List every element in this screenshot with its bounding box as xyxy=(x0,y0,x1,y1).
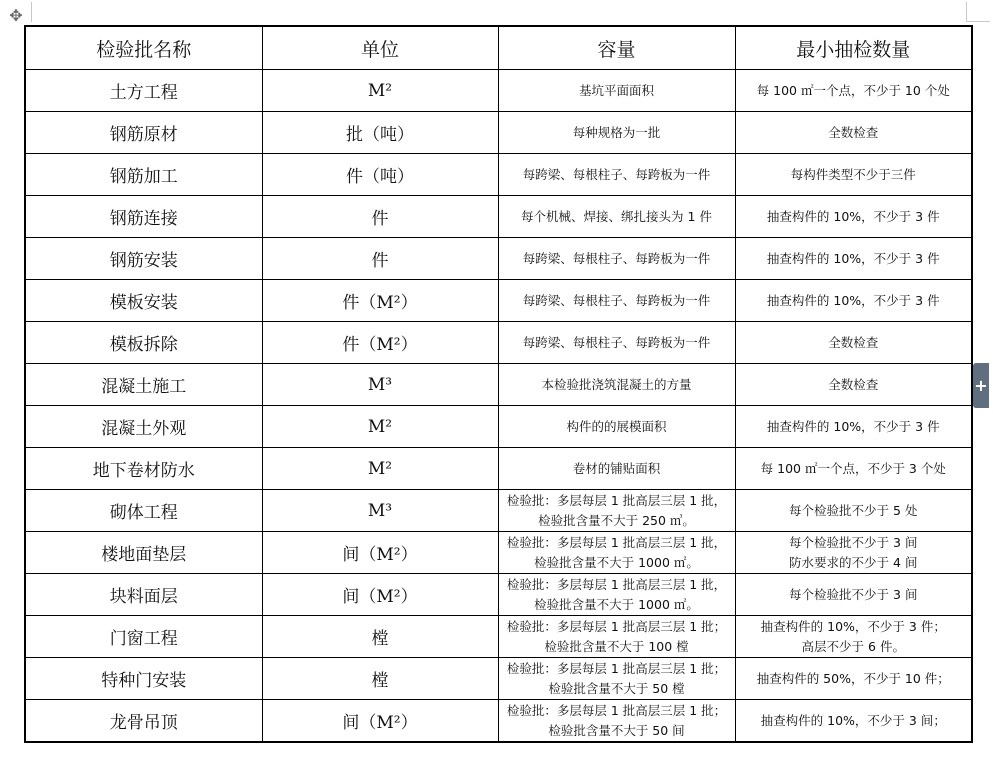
cell-capacity-line: 检验批含量不大于 50 樘 xyxy=(548,680,685,696)
cell-min-sample-line: 高层不少于 6 件。 xyxy=(801,638,905,654)
table-row xyxy=(25,322,972,364)
cell-unit[interactable]: 件（吨） xyxy=(262,154,498,196)
cell-capacity-line: 每跨梁、每根柱子、每跨板为一件 xyxy=(522,250,711,266)
cell-min-sample[interactable] xyxy=(735,196,972,238)
table-row xyxy=(25,280,972,322)
cell-min-sample[interactable] xyxy=(735,658,972,700)
cell-min-sample[interactable] xyxy=(735,532,972,574)
cell-min-sample-line: 全数检查 xyxy=(828,376,879,392)
cell-capacity-line: 检验批：多层每层 1 批高层三层 1 批； xyxy=(506,660,727,676)
cell-min-sample-line: 每个检验批不少于 5 处 xyxy=(789,502,918,518)
cell-capacity-line: 本检验批浇筑混凝土的方量 xyxy=(541,376,692,392)
cell-capacity-line: 基坑平面面积 xyxy=(578,82,654,98)
header-capacity[interactable]: 容量 xyxy=(498,26,735,70)
cell-capacity-line: 检验批：多层每层 1 批高层三层 1 批； xyxy=(506,618,727,634)
margin-marker xyxy=(966,2,967,22)
cell-unit[interactable]: 间（M²） xyxy=(262,532,498,574)
table-row xyxy=(25,364,972,406)
cell-min-sample[interactable] xyxy=(735,112,972,154)
cell-min-sample[interactable] xyxy=(735,154,972,196)
cell-min-sample-line: 全数检查 xyxy=(828,334,879,350)
cell-capacity-line: 每跨梁、每根柱子、每跨板为一件 xyxy=(522,292,711,308)
table-row xyxy=(25,574,972,616)
cell-lot-name[interactable]: 钢筋加工 xyxy=(25,154,262,196)
cell-lot-name[interactable]: 块料面层 xyxy=(25,574,262,616)
cell-min-sample[interactable] xyxy=(735,322,972,364)
cell-min-sample-line: 每构件类型不少于三件 xyxy=(790,166,916,182)
cell-unit[interactable]: 间（M²） xyxy=(262,574,498,616)
inspection-lot-table xyxy=(24,25,973,743)
table-row xyxy=(25,448,972,490)
cell-capacity[interactable] xyxy=(498,154,735,196)
table-row xyxy=(25,238,972,280)
add-row-plus-icon[interactable]: + xyxy=(973,363,989,408)
cell-unit[interactable]: M³ xyxy=(262,490,498,532)
cell-capacity[interactable] xyxy=(498,364,735,406)
cell-capacity[interactable] xyxy=(498,574,735,616)
cell-lot-name[interactable]: 地下卷材防水 xyxy=(25,448,262,490)
cell-min-sample-line: 抽查构件的 10%，不少于 3 件； xyxy=(760,618,946,634)
cell-unit[interactable]: M² xyxy=(262,448,498,490)
cell-capacity[interactable] xyxy=(498,70,735,112)
cell-capacity[interactable] xyxy=(498,448,735,490)
table-row xyxy=(25,700,972,743)
cell-capacity-line: 每种规格为一批 xyxy=(572,124,661,140)
cell-capacity-line: 检验批含量不大于 100 樘 xyxy=(544,638,689,654)
table-row xyxy=(25,154,972,196)
cell-capacity[interactable] xyxy=(498,490,735,532)
table-row xyxy=(25,406,972,448)
table-move-handle-icon[interactable]: ✥ xyxy=(9,6,23,25)
table-row xyxy=(25,658,972,700)
cell-lot-name[interactable]: 钢筋原材 xyxy=(25,112,262,154)
cell-unit[interactable]: 件（M²） xyxy=(262,280,498,322)
cell-unit[interactable]: M³ xyxy=(262,364,498,406)
cell-capacity[interactable] xyxy=(498,532,735,574)
cell-unit[interactable]: 件 xyxy=(262,196,498,238)
cell-min-sample-line: 抽查构件的 10%，不少于 3 间； xyxy=(760,712,946,728)
cell-min-sample-line: 全数检查 xyxy=(828,124,879,140)
header-name[interactable]: 检验批名称 xyxy=(25,26,262,70)
cell-min-sample-line: 每个检验批不少于 3 间 xyxy=(789,534,918,550)
cell-capacity-line: 检验批：多层每层 1 批高层三层 1 批， xyxy=(506,534,727,550)
cell-unit[interactable]: 樘 xyxy=(262,658,498,700)
table-row xyxy=(25,532,972,574)
cell-capacity[interactable] xyxy=(498,280,735,322)
cell-unit[interactable]: 樘 xyxy=(262,616,498,658)
cell-capacity[interactable] xyxy=(498,112,735,154)
cell-min-sample[interactable] xyxy=(735,490,972,532)
cell-capacity-line: 检验批：多层每层 1 批高层三层 1 批， xyxy=(506,576,727,592)
cell-min-sample-line: 抽查构件的 50%，不少于 10 件； xyxy=(756,670,950,686)
cell-lot-name[interactable]: 特种门安装 xyxy=(25,658,262,700)
cell-min-sample[interactable] xyxy=(735,238,972,280)
cell-capacity[interactable] xyxy=(498,322,735,364)
cell-capacity[interactable] xyxy=(498,406,735,448)
header-unit[interactable]: 单位 xyxy=(262,26,498,70)
cell-lot-name[interactable]: 模板拆除 xyxy=(25,322,262,364)
cell-min-sample-line: 抽查构件的 10%，不少于 3 件 xyxy=(766,418,940,434)
table-body xyxy=(25,70,972,743)
cell-capacity-line: 检验批含量不大于 1000 ㎡。 xyxy=(534,554,699,570)
table-row xyxy=(25,196,972,238)
cell-min-sample[interactable] xyxy=(735,70,972,112)
table-header-row xyxy=(25,26,972,70)
cell-capacity[interactable] xyxy=(498,700,735,743)
cell-unit[interactable]: 件（M²） xyxy=(262,322,498,364)
cell-min-sample-line: 防水要求的不少于 4 间 xyxy=(789,554,918,570)
cell-lot-name[interactable]: 钢筋连接 xyxy=(25,196,262,238)
cell-min-sample-line: 抽查构件的 10%，不少于 3 件 xyxy=(766,208,940,224)
cell-lot-name[interactable]: 龙骨吊顶 xyxy=(25,700,262,743)
table-row xyxy=(25,490,972,532)
cell-capacity[interactable] xyxy=(498,658,735,700)
header-min-sample[interactable]: 最小抽检数量 xyxy=(735,26,972,70)
cell-capacity-line: 检验批含量不大于 250 ㎥。 xyxy=(538,512,695,528)
margin-marker xyxy=(966,21,990,22)
cell-capacity-line: 每跨梁、每根柱子、每跨板为一件 xyxy=(522,334,711,350)
cell-lot-name[interactable]: 土方工程 xyxy=(25,70,262,112)
cell-capacity-line: 检验批：多层每层 1 批高层三层 1 批， xyxy=(506,492,727,508)
cell-capacity-line: 每跨梁、每根柱子、每跨板为一件 xyxy=(522,166,711,182)
cell-capacity[interactable] xyxy=(498,196,735,238)
cell-min-sample[interactable] xyxy=(735,364,972,406)
cell-min-sample[interactable] xyxy=(735,616,972,658)
cell-min-sample-line: 抽查构件的 10%，不少于 3 件 xyxy=(766,250,940,266)
cell-min-sample[interactable] xyxy=(735,448,972,490)
cell-min-sample[interactable] xyxy=(735,280,972,322)
cell-min-sample-line: 每 100 ㎡一个点，不少于 3 个处 xyxy=(760,460,946,476)
cell-lot-name[interactable]: 混凝土施工 xyxy=(25,364,262,406)
cell-unit[interactable]: 件 xyxy=(262,238,498,280)
cell-lot-name[interactable]: 钢筋安装 xyxy=(25,238,262,280)
cell-unit[interactable]: M² xyxy=(262,70,498,112)
margin-marker xyxy=(31,2,32,22)
table-row xyxy=(25,616,972,658)
cell-capacity[interactable] xyxy=(498,238,735,280)
cell-unit[interactable]: 间（M²） xyxy=(262,700,498,743)
table-row xyxy=(25,112,972,154)
cell-capacity-line: 卷材的铺贴面积 xyxy=(572,460,661,476)
cell-unit[interactable]: M² xyxy=(262,406,498,448)
cell-min-sample[interactable] xyxy=(735,700,972,743)
table-row xyxy=(25,70,972,112)
cell-lot-name[interactable]: 楼地面垫层 xyxy=(25,532,262,574)
cell-lot-name[interactable]: 砌体工程 xyxy=(25,490,262,532)
cell-capacity-line: 每个机械、焊接、绑扎接头为 1 件 xyxy=(521,208,712,224)
cell-lot-name[interactable]: 模板安装 xyxy=(25,280,262,322)
cell-capacity-line: 检验批含量不大于 1000 ㎡。 xyxy=(534,596,699,612)
cell-min-sample-line: 每个检验批不少于 3 间 xyxy=(789,586,918,602)
cell-unit[interactable]: 批（吨） xyxy=(262,112,498,154)
cell-lot-name[interactable]: 混凝土外观 xyxy=(25,406,262,448)
cell-capacity-line: 检验批：多层每层 1 批高层三层 1 批； xyxy=(506,702,727,718)
cell-min-sample[interactable] xyxy=(735,574,972,616)
cell-min-sample[interactable] xyxy=(735,406,972,448)
cell-min-sample-line: 抽查构件的 10%，不少于 3 件 xyxy=(766,292,940,308)
cell-capacity[interactable] xyxy=(498,616,735,658)
cell-capacity-line: 构件的的展模面积 xyxy=(566,418,667,434)
cell-capacity-line: 检验批含量不大于 50 间 xyxy=(548,722,685,738)
cell-lot-name[interactable]: 门窗工程 xyxy=(25,616,262,658)
cell-min-sample-line: 每 100 ㎡一个点，不少于 10 个处 xyxy=(756,82,950,98)
